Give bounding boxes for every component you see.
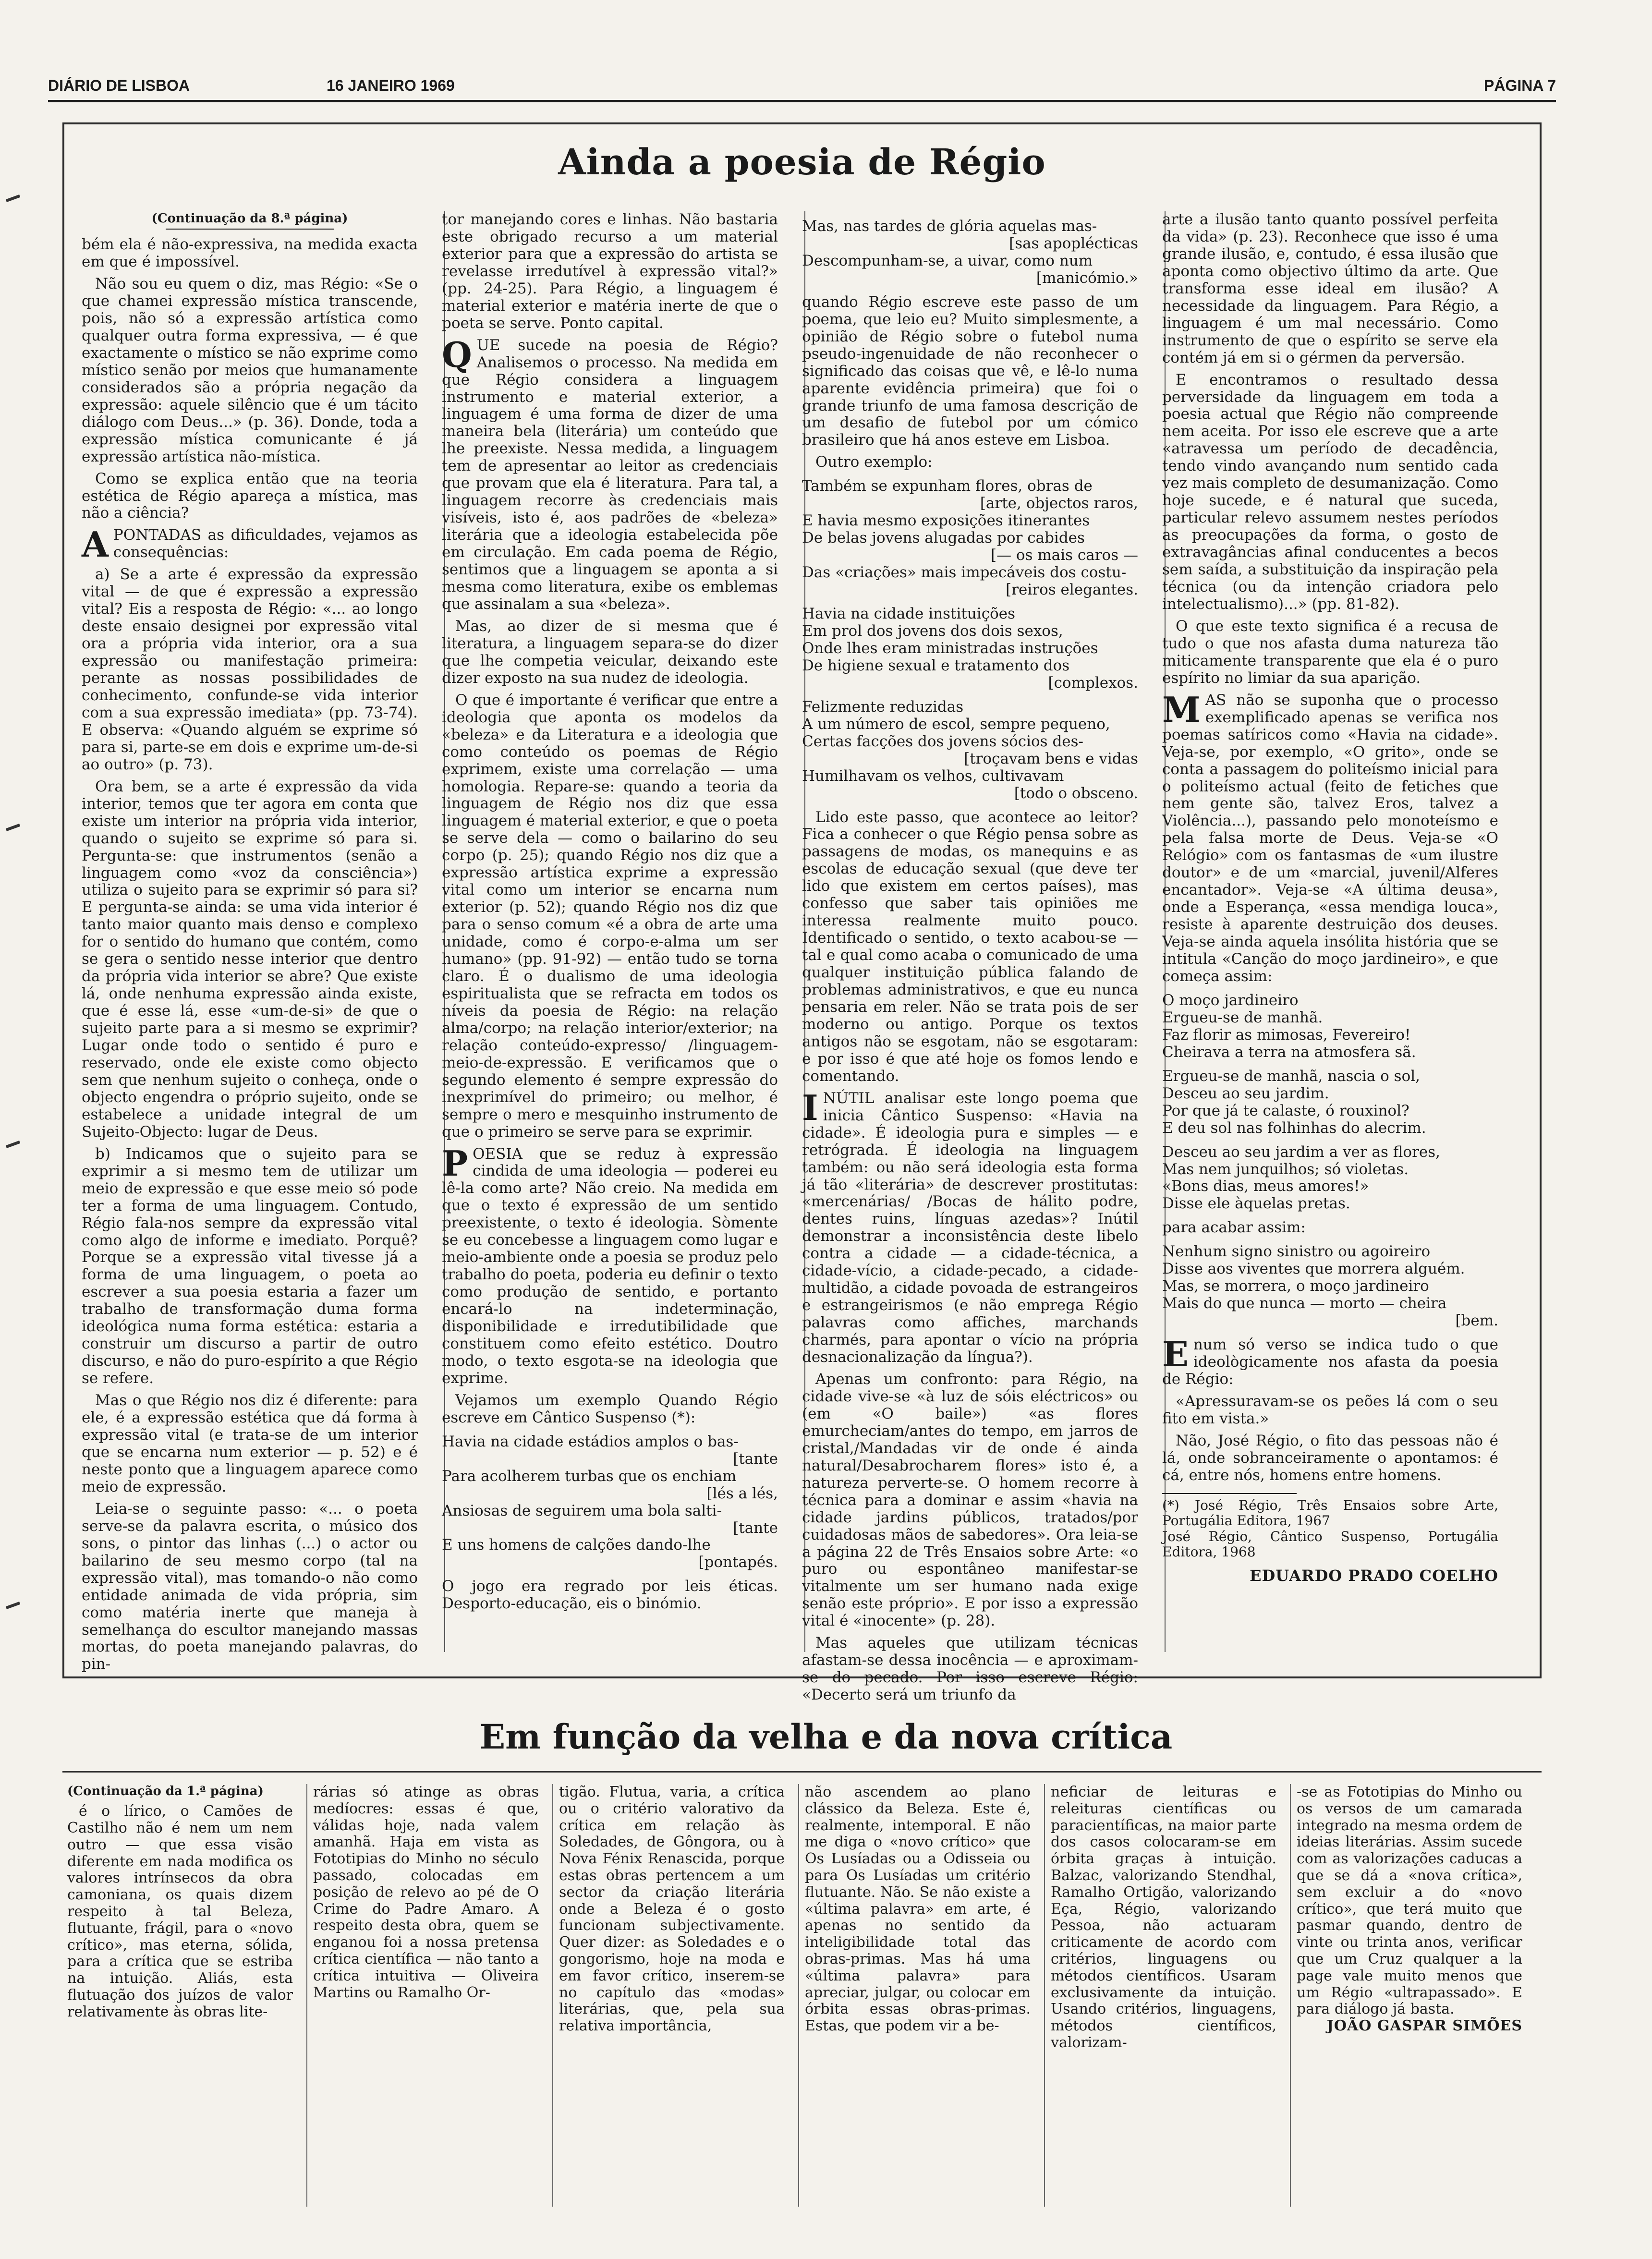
paragraph: Leia-se o seguinte passo: «... o poeta serve-se da palavra escrita, o músico dos sons, o pintor das linhas (...) o actor ou bailarino de seu mesmo corpo (tal na expressão vital), mas tomando-o não como entidade animada de vida própria, sim como matéria inerte que maneja à semelhança do escultor manejando massas mortas, do poeta manejando palavras, do pin- [82, 1500, 418, 1673]
drop-cap: Q [442, 334, 472, 375]
article1-columns [82, 211, 1520, 1704]
paragraph: tor manejando cores e linhas. Não bastaria este obrigado recurso a um material exterior para que a expressão do artista se revelasse irredutível à expressão vital?» (pp. 24-25). Para Régio, a linguagem é material exterior e matéria inerte de que o poeta se serve. Ponto capital. [442, 211, 778, 332]
poem-excerpt: Havia na cidade estádios amplos o bas- [tante Para acolherem turbas que os enchiam [lés a lés, Ansiosas de seguirem uma bola salti- [tante E uns homens de calções dando-lhe [pontapés. [442, 1433, 778, 1571]
paragraph: para acabar assim: [1162, 1219, 1306, 1237]
poem-excerpt: Também se expunham flores, obras de [arte, objectos raros, E havia mesmo exposições itinerantes De belas jovens alugadas por cabides [— os mais caros — Das «criações» mais impecáveis dos costu- [reiros elegantes. [802, 477, 1138, 599]
poem-excerpt: Felizmente reduzidas A um número de escol, sempre pequeno, Certas facções dos jovens sócios des- [troçavam bens e vidas Humilhavam os velhos, cultivavam [todo o obsceno. [802, 698, 1138, 802]
paragraph: arte a ilusão tanto quanto possível perfeita da vida» (p. 23). Reconhece que isso é uma grande ilusão, e, contudo, é essa ilusão que aponta como objectivo último da arte. Que transforma esse ideal em ilusão? A necessidade da linguagem. Para Régio, a linguagem é um mal necessário. Como instrumento de que o espírito se serve ela contém já em si o gérmen da perversão. [1162, 211, 1498, 366]
paragraph: Vejamos um exemplo Quando Régio escreve em Cântico Suspenso (*): [442, 1391, 778, 1426]
paragraph: QUE sucede na poesia de Régio? Analisemos o processo. Na medida em que Régio considera a linguagem instrumento e material exterior, a linguagem é uma forma de dizer de uma maneira bela (literária) um conteúdo que lhe preexiste. Nessa medida, a linguagem tem de apresentar ao leitor as credenciais que provam que ela é literatura. Para tal, a linguagem recorre às credenciais mais visíveis, isto é, aos padrões de «beleza» literária que a ideologia estabelecida põe em circulação. Em cada poema de Régio, sentimos que a linguagem se aponta a si mesma como literatura, exibe os emblemas que assinalam a sua «beleza». [442, 334, 778, 613]
footnote: (*) José Régio, Três Ensaios sobre Arte, Portugália Editora, 1967 José Régio, Cântico Suspenso, Portugália Editora, 1968 [1162, 1493, 1498, 1560]
poem-excerpt: Ergueu-se de manhã, nascia o sol, Desceu ao seu jardim. Por que já te calaste, ó rouxinol? E deu sol nas folhinhas do alecrim. [1162, 1067, 1426, 1137]
author-signature: JOÃO GASPAR SIMÕES [1326, 2017, 1522, 2035]
article1-column-2 [442, 211, 778, 1652]
paragraph: APONTADAS as dificuldades, vejamos as consequências: [82, 524, 418, 565]
article2-title: Em função da velha e da nova crítica [479, 1717, 1173, 1757]
poem-excerpt: Desceu ao seu jardim a ver as flores, Mas nem junquilhos; só violetas. «Bons dias, meus amores!» Disse ele àquelas pretas. [1162, 1143, 1441, 1213]
continuation-note: (Continuação da 1.ª página) [67, 1784, 264, 1798]
author-signature: EDUARDO PRADO COELHO [1250, 1566, 1498, 1585]
scan-mark [6, 1602, 20, 1609]
issue-date: 16 JANEIRO 1969 [327, 77, 455, 94]
article2-column-6 [1297, 1784, 1522, 2216]
poem-excerpt: O moço jardineiro Ergueu-se de manhã. Faz florir as mimosas, Fevereiro! Cheirava a terra na atmosfera sã. [1162, 991, 1416, 1061]
paragraph: bém ela é não-expressiva, na medida exacta em que é impossível. [82, 236, 418, 271]
paragraph: INÚTIL analisar este longo poema que inicia Cântico Suspenso: «Havia na cidade». É ideologia pura e simples — e retrógrada. É ideologia na linguagem também: ou não será ideologia esta forma já tão «literária» de descrever prostitutas: «mercenárias/ /Bocas de hálito podre, dentes ruins, línguas azedas»? Inútil demonstrar a inconsistência deste libelo contra a cidade — a cidade-técnica, a cidade-vício, a cidade-pecado, a cidade-multidão, a cidade povoada de estrangeiros e estrangeirismos (e não emprega Régio palavras como affiches, marchands charmés, para apontar o vício na própria desnacionalização da língua?). [802, 1087, 1138, 1366]
article2-column-2 [313, 1784, 539, 2216]
paragraph: Ora bem, se a arte é expressão da vida interior, temos que ter agora em conta que existe um interior na própria vida interior, quando o sujeito se exprime só para si. Pergunta-se: que instrumentos (senão a linguagem como «voz da consciência») utiliza o sujeito para se exprimir só para si? E pergunta-se ainda: se uma vida interior é tanto maior quanto mais denso e complexo for o sentido do humano que contém, como se gera o sentido nesse interior que dentro da própria vida interior se abre? Que existe lá, onde nenhuma expressão ainda existe, que é esse lá, esse «um-de-si» de que o sujeito parte para a si mesmo se exprimir? Lugar onde todo o sentido é puro e reservado, onde ele existe como objecto sem que nenhum sujeito o conheça, onde o objecto engendra o próprio sujeito, onde se estabelece a unidade integral de um Sujeito-Objecto: lugar de Deus. [82, 777, 418, 1141]
header-rule [48, 100, 1556, 102]
paragraph: Mas aqueles que utilizam técnicas afastam-se dessa inocência — e aproximam-se do pecado. Por isso escreve Régio: «Decerto será um triunfo da [802, 1634, 1138, 1704]
scan-mark [6, 824, 20, 831]
paragraph: O jogo era regrado por leis éticas. Desporto-educação, eis o binómio. [442, 1578, 778, 1613]
article2-column-3 [559, 1784, 785, 2216]
paragraph: E encontramos o resultado dessa perversidade da linguagem em toda a poesia actual que Régio não compreende nem aceita. Por isso ele escreve que a arte «atravessa um período de decadência, tendo vindo avançando num sentido cada vez mais completo de desumanização. Como hoje sucede, e é natural que suceda, particular relevo assumem nestes períodos as preocupações da forma, o gosto de extravagâncias afinal conducentes a becos sem saída, a substituição da inspiração pela técnica (ou da intenção criadora pelo intelectualismo)...» (pp. 81-82). [1162, 371, 1498, 613]
drop-cap: P [442, 1142, 468, 1184]
article1-column-4 [1162, 211, 1498, 1652]
paragraph: Lido este passo, que acontece ao leitor? Fica a conhecer o que Régio pensa sobre as passagens de modas, os manequins e as escolas de educação sexual (que deve ter lido que existem em certos países), mas confesso que saber tais opiniões me interessa realmente muito pouco. Identificado o sentido, o texto acabou-se — tal e qual como acaba o comunicado de uma qualquer instituição pública falando de problemas administrativos, e que eu nunca pensaria em reler. Não se trata pois de ser moderno ou antigo. Porque os textos antigos não se esgotam, não se esgotaram: e por isso é que até hoje os fomos lendo e comentando. [802, 808, 1138, 1085]
paragraph: O que este texto significa é a recusa de tudo o que nos afasta duma natureza tão miticamente transparente que ela é o puro espírito no limiar da sua aparição. [1162, 617, 1498, 687]
drop-cap: A [82, 524, 109, 565]
paragraph: rárias só atinge as obras medíocres: essas é que, válidas hoje, nada valem amanhã. Haja em vista as Fototipias do Minho no século passado, colocadas em posição de relevo ao pé de O Crime do Padre Amaro. A respeito desta obra, quem se enganou foi a nossa pretensa crítica científica — não tanto a crítica intuitiva — Oliveira Martins ou Ramalho Or- [313, 1784, 539, 2001]
paragraph: Não sou eu quem o diz, mas Régio: «Se o que chamei expressão mística transcende, pois, não só a expressão artística como qualquer outra forma expressiva, — é que exactamente o místico se não exprime como místico senão por meios que humanamente considerados são a própria negação da expressão: aquele silêncio que é um tácito diálogo com Deus...» (p. 36). Donde, toda a expressão mística comunicante é já expressão artística não-mística. [82, 275, 418, 465]
running-header [48, 77, 1556, 106]
paragraph: Apenas um confronto: para Régio, na cidade vive-se «à luz de sóis eléctricos» ou (em «O baile») «as flores emurcheciam/antes do tempo, em jarros de cristal,/Mandadas vir de onde é ainda natural/Desabrocharem flores» isto é, a natureza perverte-se. O homem recorre à técnica para a dominar e assim «havia na cidade jardins públicos, tratados/por cuidadosas mãos de sabedores». Ora leia-se a página 22 de Três Ensaios sobre Arte: «o puro ou espontâneo manifestar-se vitalmente um ser humano nada exige senão este próprio». E por isso a expressão vital é «inocente» (p. 28). [802, 1371, 1138, 1630]
scan-mark [6, 1141, 20, 1148]
article2-column-4 [805, 1784, 1031, 2216]
paragraph: Como se explica então que na teoria estética de Régio apareça a mística, mas não a ciência? [82, 470, 418, 522]
paragraph: não ascendem ao plano clássico da Beleza. Este é, realmente, intemporal. E não me diga o «novo crítico» que Os Lusíadas ou a Odisseia ou para Os Lusíadas um critério flutuante. Não. Se não existe a «última palavra» em arte, é apenas no sentido da inteligibilidade total das obras-primas. Mas há uma «última palavra» para apreciar, julgar, ou colocar em órbita essas obras-primas. Estas, que podem vir a be- [805, 1784, 1031, 2035]
poem-excerpt: Nenhum signo sinistro ou agoireiro Disse aos viventes que morrera alguém. Mas, se morrera, o moço jardineiro Mais do que nunca — morto — cheira [bem. [1162, 1243, 1498, 1330]
paragraph: a) Se a arte é expressão da expressão vital — de que é expressão a expressão vital? Eis a resposta de Régio: «... ao longo deste ensaio designei por expressão vital ora a própria vida interior, ora a sua expressão ou manifestação primeira: perante as nossas possibilidades de conhecimento, confunde-se vida interior com a sua expressão imediata» (pp. 73-74). E observa: «Quando alguém se exprime só para si, parte-se em dois e exprime um-de-si ao outro» (p. 73). [82, 566, 418, 773]
paragraph: neficiar de leituras e releituras científicas ou paracientíficas, na maior parte dos casos colocaram-se em órbita graças à intuição. Balzac, valorizando Stendhal, Ramalho Ortigão, valorizando Eça, Régio, valorizando Pessoa, não actuaram criticamente de acordo com critérios, linguagens ou métodos científicos. Usaram exclusivamente da intuição. Usando critérios, linguagens, métodos científicos, valorizam- [1051, 1784, 1276, 2051]
paragraph: Mas o que Régio nos diz é diferente: para ele, é a expressão estética que dá forma à expressão vital (e trata-se de um interior que se encarna num exterior — p. 52) e é neste ponto que a linguagem aparece como meio de expressão. [82, 1392, 418, 1495]
poem-excerpt: Mas, nas tardes de glória aquelas mas- [sas apoplécticas Descompunham-se, a uivar, como num [manicómio.» [802, 218, 1138, 287]
article2-column-5 [1051, 1784, 1276, 2216]
article2-columns [62, 1784, 1542, 2216]
article2-rule [62, 1771, 1542, 1773]
paragraph: POESIA que se reduz à expressão cindida de uma ideologia — poderei eu lê-la como arte? Não creio. Na medida em que o texto é expressão de um sentido preexistente, o texto é ideologia. Sòmente se eu concebesse a linguagem como lugar e meio-ambiente onde a poesia se produz pelo trabalho do poeta, poderia eu definir o texto como produção de sentido, e portanto encará-lo na indeterminação, disponibilidade e irredutibilidade que constituem como efeito estético. Doutro modo, o texto esgota-se na ideologia que exprime. [442, 1142, 778, 1387]
page-number: PÁGINA 7 [1484, 77, 1556, 94]
paragraph: quando Régio escreve este passo de um poema, que leio eu? Muito simplesmente, a opinião de Régio sobre o futebol numa pseudo-ingenuidade de não reconhecer o significado das coisas que vê, e lê-lo numa aparente evidência primeira) que foi o grande triunfo de uma famosa descrição de um desafio de futebol por um cómico brasileiro que há anos esteve em Lisboa. [802, 293, 1138, 449]
paragraph: MAS não se suponha que o processo exemplificado apenas se verifica nos poemas satíricos como «Havia na cidade». Veja-se, por exemplo, «O grito», onde se conta a passagem do politeísmo inicial para o politeísmo actual (feito de fetiches que nem gente são, talvez Eros, talvez a Violência...), passando pelo monoteísmo e pela falsa morte de Deus. Veja-se «O Relógio» com os fantasmas de «um ilustre doutor» e de um «marcial, juvenil/Alferes encantador». Veja-se «A última deusa», onde a Esperança, «essa mendiga louca», resiste à aparente destruição dos deuses. Veja-se ainda aquela insólita história que se intitula «Canção do moço jardineiro», e que começa assim: [1162, 689, 1498, 985]
article1-column-1 [82, 211, 418, 1673]
paragraph: b) Indicamos que o sujeito para se exprimir a si mesmo tem de utilizar um meio de expressão e que esse meio só pode ter a forma de uma linguagem. Contudo, Régio fala-nos sempre da expressão vital como algo de informe e imediato. Porquê? Porque se a expressão vital tivesse já a forma de uma linguagem, o poeta ao escrever a sua poesia estaria a fazer um trabalho de transformação duma forma ideológica numa forma estética: estaria a construir um discurso a partir de outro discurso, e não do puro-espírito a que Régio se refere. [82, 1145, 418, 1387]
drop-cap: I [802, 1087, 818, 1128]
paragraph: Enum só verso se indica tudo o que ideològicamente nos afasta da poesia de Régio: [1162, 1334, 1498, 1388]
paragraph: -se as Fototipias do Minho ou os versos de um camarada integrado na mesma ordem de ideias literárias. Assim sucede com as valorizações caducas a que se dá a «nova crítica», sem excluir a do «novo crítico», que terá muito que pasmar quando, dentro de vinte ou trinta anos, verificar que um Cruz qualquer a la page vale muito menos que um Régio «ultrapassado». E para diálogo já basta. [1297, 1784, 1522, 2018]
newspaper-name: DIÁRIO DE LISBOA [48, 77, 190, 94]
poem-excerpt: Havia na cidade instituições Em prol dos jovens dos dois sexos, Onde lhes eram ministradas instruções De higiene sexual e tratamento dos [complexos. [802, 605, 1138, 692]
paragraph: O que é importante é verificar que entre a ideologia que aponta os modelos da «beleza» e da Literatura e a ideologia que como conteúdo os poemas de Régio exprimem, existe uma correlação — uma homologia. Repare-se: quando a teoria da linguagem de Régio nos diz que essa linguagem é material exterior, e que o poeta se serve dela — como o bailarino do seu corpo (p. 25); quando Régio nos diz que a expressão artística exprime a expressão vital como um interior se encarna num exterior (p. 52); quando Régio nos diz que para o senso comum «é a obra de arte uma unidade, como é corpo-e-alma um ser humano» (pp. 91-92) — então tudo se torna claro. É o dualismo de uma ideologia espiritualista que se refracta em todos os níveis da poesia de Régio: na relação alma/corpo; na relação interior/exterior; na relação conteúdo-expresso/ /linguagem-meio-de-expressão. E verificamos que o segundo elemento é sempre expressão do inexprimível do primeiro; ou melhor, é sempre o mero e mesquinho instrumento de que o primeiro se serve para se exprimir. [442, 691, 778, 1141]
paragraph: «Apressuravam-se os peões lá com o seu fito em vista.» [1162, 1392, 1498, 1427]
paragraph: tigão. Flutua, varia, a crítica ou o critério valorativo da crítica em relação às Soledades, de Gôngora, ou à Nova Fénix Renascida, porque estas obras pertencem a um sector da criação literária onde a Beleza é o gosto funcionam subjectivamente. Quer dizer: as Soledades e o gongorismo, hoje na moda e em favor crítico, inserem-se no capítulo das «modas» literárias, que, pela sua relativa importância, [559, 1784, 785, 2035]
scan-mark [6, 194, 20, 202]
paragraph: é o lírico, o Camões de Castilho não é nem um nem outro — que essa visão diferente em nada modifica os valores intrínsecos da obra camoniana, os quais dizem respeito à tal Beleza, flutuante, frágil, para o «novo crítico», mas eterna, sólida, para a crítica que se estriba na intuição. Aliás, esta flutuação dos juízos de valor relativamente às obras lite- [67, 1803, 293, 2020]
article2-column-1 [67, 1784, 293, 2216]
continuation-note: (Continuação da 8.ª página) [82, 211, 418, 230]
article-title: Ainda a poesia de Régio [558, 142, 1046, 183]
article1-column-3 [802, 211, 1138, 1704]
drop-cap: M [1162, 689, 1201, 730]
paragraph: Mas, ao dizer de si mesma que é literatura, a linguagem separa-se do dizer que lhe competia veicular, deixando este dizer exposto na sua nudez de ideologia. [442, 617, 778, 687]
paragraph: Não, José Régio, o fito das pessoas não é lá, onde sobranceiramente o apontamos: é cá, entre nós, homens entre homens. [1162, 1432, 1498, 1484]
drop-cap: E [1162, 1334, 1189, 1375]
paragraph: Outro exemplo: [815, 453, 933, 471]
